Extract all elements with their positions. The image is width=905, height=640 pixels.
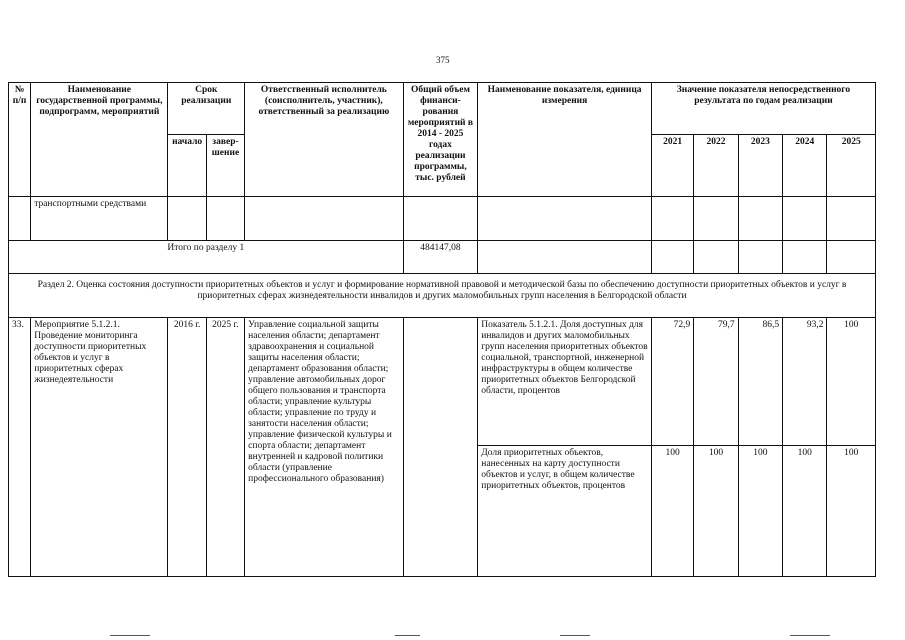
measure-start: 2016 г. <box>168 318 206 577</box>
scan-edge-marks <box>0 633 905 640</box>
total-value: 484147,08 <box>403 241 478 274</box>
header-year: 2022 <box>694 135 738 197</box>
indicator-value: 86,5 <box>738 318 782 446</box>
cont-indicator-cell <box>478 197 652 241</box>
cont-year-cell <box>827 197 876 241</box>
total-year-cell <box>694 241 738 274</box>
indicator-value: 100 <box>738 446 782 577</box>
header-year: 2024 <box>783 135 827 197</box>
header-period-start: начало <box>168 135 206 197</box>
cont-year-cell <box>651 197 693 241</box>
measure-executor: Управление социальной защиты населения области; департамент здравоохранения и социальной защиты населения области; департамент образования области; управление автомобильных дорог общего пользования и транспорта области; управление культуры области; управление по труду и занятости населения области; управление физической культуры и спорта области; департамент внутренней и кадровой политики области (управление профессионального образования) <box>245 318 403 577</box>
total-indicator-cell <box>478 241 652 274</box>
indicator-value: 100 <box>694 446 738 577</box>
indicator-value: 100 <box>783 446 827 577</box>
scan-mark <box>110 635 150 636</box>
measure-end: 2025 г. <box>206 318 244 577</box>
cont-program-cell: транспортными средствами <box>31 197 168 241</box>
header-period: Срок реализации <box>168 83 245 135</box>
section-row <box>9 274 876 318</box>
cont-volume-cell <box>403 197 478 241</box>
section-title: Раздел 2. Оценка состояния доступности приоритетных объектов и услуг и формирование нормативной правовой и методической базы по обеспечению доступности приоритетных объектов и услуг в приоритетных сферах жизнедеятельности инвалидов и других маломобильных групп населения в Белгородской области <box>9 274 876 318</box>
indicator-value: 100 <box>827 446 876 577</box>
header-year: 2025 <box>827 135 876 197</box>
header-values: Значение показателя непосредственного результата по годам реализации <box>651 83 875 135</box>
header-period-end: завер-шение <box>206 135 244 197</box>
header-year: 2021 <box>651 135 693 197</box>
header-num: № п/п <box>9 83 31 197</box>
total-year-cell <box>783 241 827 274</box>
cont-start-cell <box>168 197 206 241</box>
header-indicator: Наименование показателя, единица измерения <box>478 83 652 197</box>
header-row-1 <box>9 83 876 135</box>
cont-end-cell <box>206 197 244 241</box>
scan-mark <box>790 635 830 636</box>
indicator-value: 72,9 <box>651 318 693 446</box>
program-table <box>8 82 876 577</box>
measure-num: 33. <box>9 318 31 577</box>
total-year-cell <box>827 241 876 274</box>
indicator-text: Показатель 5.1.2.1. Доля доступных для инвалидов и других маломобильных групп населения приоритетных объектов социальной, транспортной, инженерной инфраструктуры в общем количестве приоритетных объектов Белгородской области, процентов <box>478 318 652 446</box>
cont-year-cell <box>694 197 738 241</box>
cont-num-cell <box>9 197 31 241</box>
measure-row <box>9 318 876 446</box>
cont-year-cell <box>783 197 827 241</box>
scan-mark <box>560 635 590 636</box>
header-executor: Ответственный исполнитель (соисполнитель, участник), ответственный за реализацию <box>245 83 403 197</box>
total-row <box>9 241 876 274</box>
indicator-value: 100 <box>651 446 693 577</box>
cont-executor-cell <box>245 197 403 241</box>
total-year-cell <box>738 241 782 274</box>
continued-row <box>9 197 876 241</box>
indicator-value: 100 <box>827 318 876 446</box>
total-year-cell <box>651 241 693 274</box>
measure-program: Мероприятие 5.1.2.1. Проведение мониторинга доступности приоритетных объектов и услуг в приоритетных сферах жизнедеятельности <box>31 318 168 577</box>
scan-mark <box>395 635 420 636</box>
page-number: 375 <box>436 55 450 65</box>
total-label: Итого по разделу 1 <box>9 241 404 274</box>
indicator-text: Доля приоритетных объектов, нанесенных на карту доступности объектов и услуг, в общем количестве приоритетных объектов, процентов <box>478 446 652 577</box>
indicator-value: 93,2 <box>783 318 827 446</box>
measure-volume <box>403 318 478 577</box>
indicator-value: 79,7 <box>694 318 738 446</box>
cont-year-cell <box>738 197 782 241</box>
header-year: 2023 <box>738 135 782 197</box>
header-program: Наименование государственной программы, подпрограмм, мероприятий <box>31 83 168 197</box>
header-volume: Общий объем финанси-рования мероприятий в 2014 - 2025 годах реализации программы, тыс. рублей <box>403 83 478 197</box>
